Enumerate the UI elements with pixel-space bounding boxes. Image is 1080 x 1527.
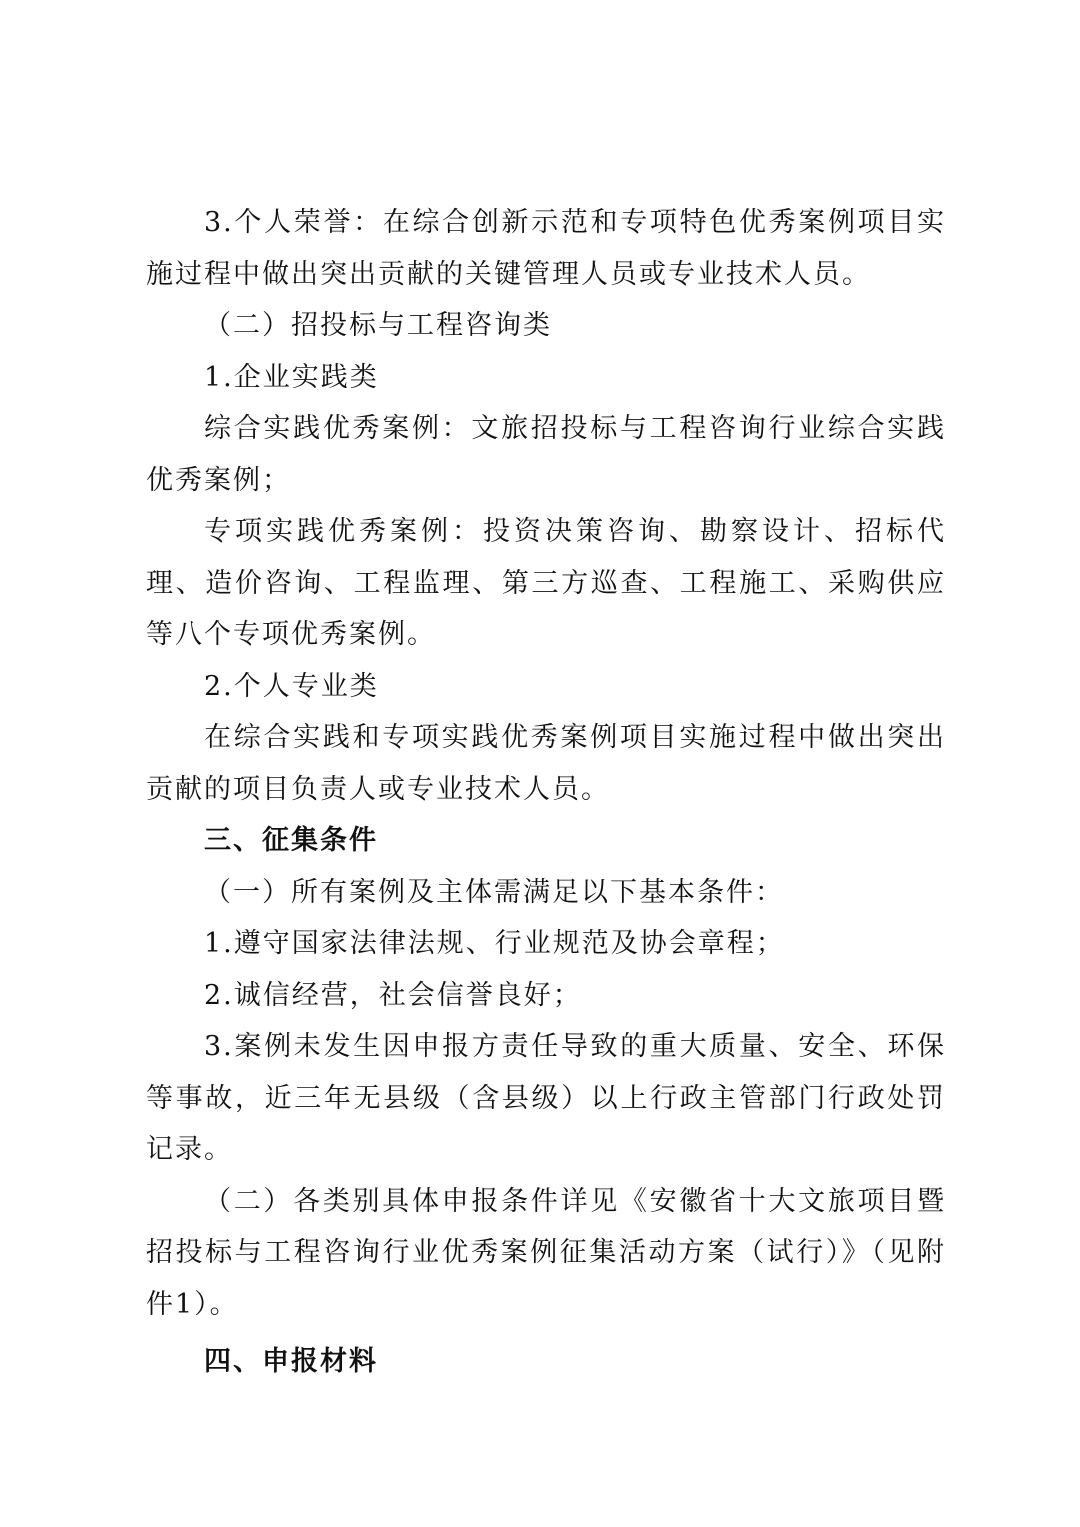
paragraph-personal-professional: 2.个人专业类 xyxy=(204,670,379,702)
paragraph-condition-1: 1.遵守国家法律法规、行业规范及协会章程； xyxy=(204,928,785,959)
paragraph-condition-2: 2.诚信经营，社会信誉良好； xyxy=(204,979,582,1011)
paragraph-enterprise-practice: 1.企业实践类 xyxy=(204,361,379,393)
paragraph-special-practice: 专项实践优秀案例：投资决策咨询、勘察设计、招标代理、造价咨询、工程监理、第三方巡查、工程施工、采购供应等八个专项优秀案例。 xyxy=(146,516,946,650)
paragraph-personal-professional-desc: 在综合实践和专项实践优秀案例项目实施过程中做出突出贡献的项目负责人或专业技术人员。 xyxy=(146,722,946,805)
paragraph-condition-3: 3.案例未发生因申报方责任导致的重大质量、安全、环保等事故，近三年无县级（含县级）以上行政主管部门行政处罚记录。 xyxy=(146,1031,946,1165)
paragraph-section-bidding-consulting: （二）招投标与工程咨询类 xyxy=(204,310,552,341)
paragraph-basic-conditions: （一）所有案例及主体需满足以下基本条件： xyxy=(204,876,784,908)
document-body xyxy=(146,197,946,1388)
paragraph-specific-conditions: （二）各类别具体申报条件详见《安徽省十大文旅项目暨招投标与工程咨询行业优秀案例征集活动方案（试行）》（见附件1）。 xyxy=(146,1185,946,1320)
heading-collection-conditions: 三、征集条件 xyxy=(204,825,378,856)
heading-application-materials: 四、申报材料 xyxy=(204,1346,378,1377)
paragraph-comprehensive-practice: 综合实践优秀案例：文旅招投标与工程咨询行业综合实践优秀案例； xyxy=(146,413,946,496)
paragraph-personal-honor: 3.个人荣誉：在综合创新示范和专项特色优秀案例项目实施过程中做出突出贡献的关键管理人员或专业技术人员。 xyxy=(146,207,946,290)
